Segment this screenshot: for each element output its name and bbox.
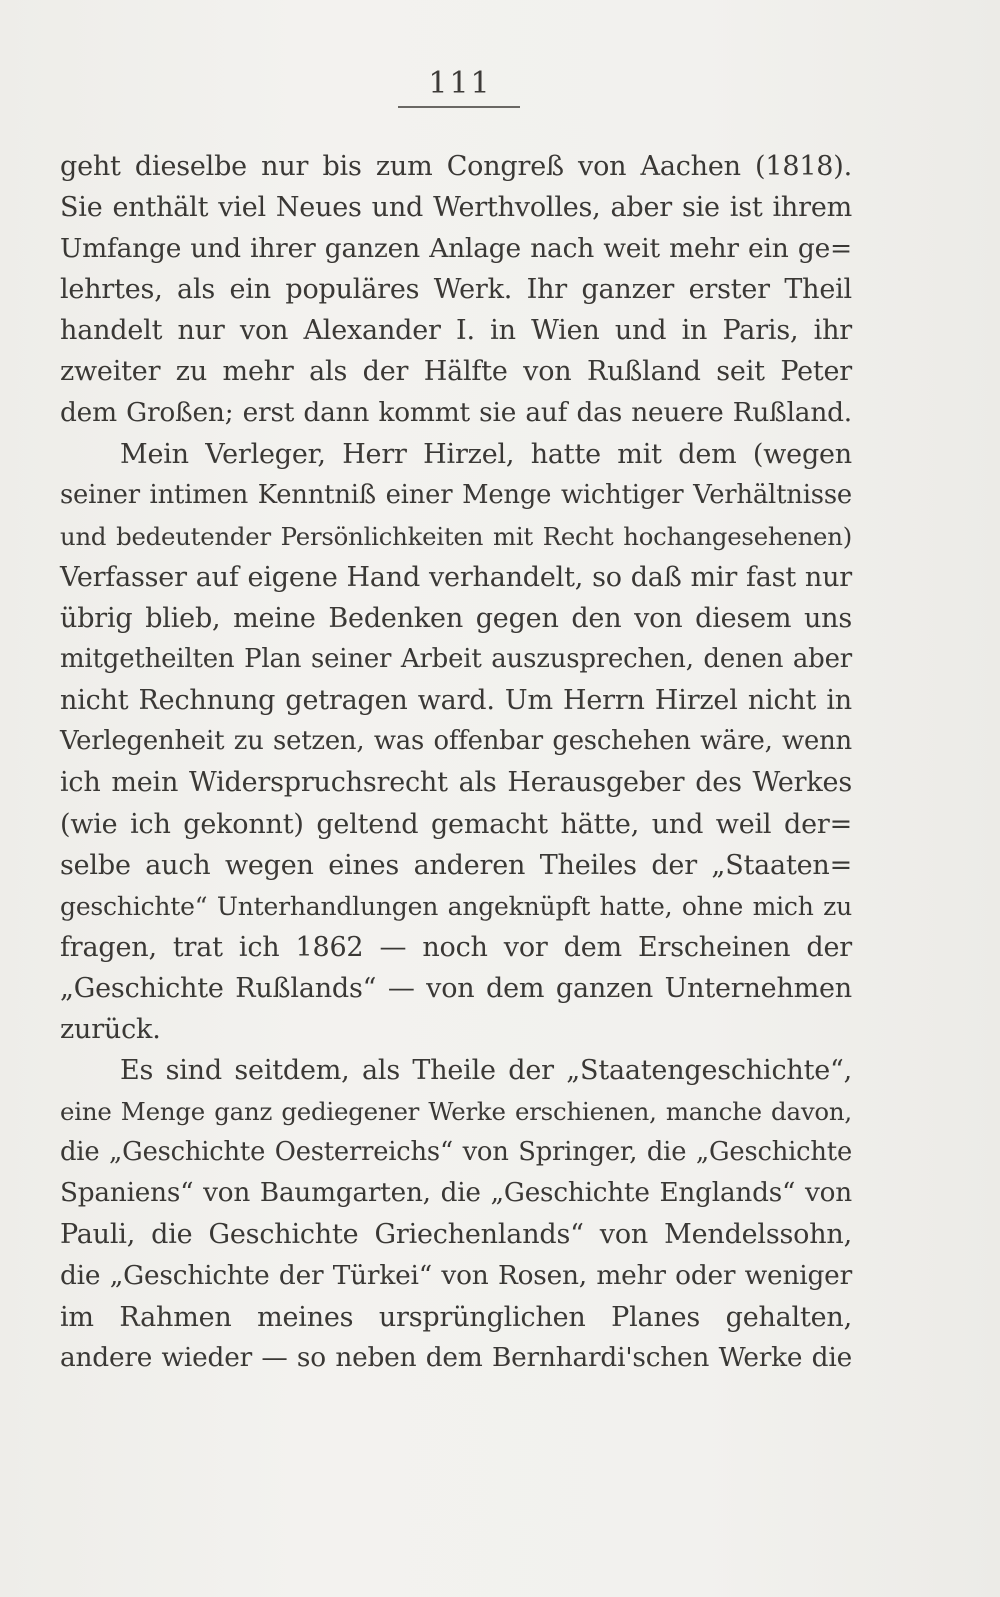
text-line: seiner intimen Kenntniß einer Menge wichtiger Verhältnisse	[60, 479, 852, 510]
text-line: zurück.	[60, 1013, 161, 1045]
text-line: die „Geschichte der Türkei“ von Rosen, mehr oder weniger	[60, 1260, 852, 1291]
text-line: handelt nur von Alexander I. in Wien und in Paris, ihr	[60, 315, 852, 347]
text-line: geht dieselbe nur bis zum Congreß von Aachen (1818).	[60, 151, 852, 182]
text-line: im Rahmen meines ursprünglichen Planes gehalten,	[60, 1301, 852, 1333]
text-line: geschichte“ Unterhandlungen angeknüpft hatte, ohne mich zu	[60, 891, 852, 921]
text-line: nicht Rechnung getragen ward. Um Herrn Hirzel nicht in	[60, 685, 852, 717]
body-text	[60, 146, 852, 1379]
text-line: Pauli, die Geschichte Griechenlands“ von Mendelssohn,	[60, 1219, 852, 1251]
text-line: dem Großen; erst dann kommt sie auf das neuere Rußland.	[60, 397, 852, 428]
text-line: und bedeutender Persönlichkeiten mit Recht hochangesehenen)	[60, 521, 852, 551]
text-line: mitgetheilten Plan seiner Arbeit auszusprechen, denen aber	[60, 644, 852, 675]
text-line: lehrtes, als ein populäres Werk. Ihr ganzer erster Theil	[60, 274, 852, 306]
text-line: zweiter zu mehr als der Hälfte von Rußland seit Peter	[60, 356, 852, 388]
text-line: Spaniens“ von Baumgarten, die „Geschichte Englands“ von	[60, 1178, 852, 1209]
text-line: eine Menge ganz gediegener Werke erschienen, manche davon,	[60, 1097, 852, 1127]
text-line: andere wieder — so neben dem Bernhardi'schen Werke die	[60, 1342, 852, 1373]
text-line: Verlegenheit zu setzen, was offenbar geschehen wäre, wenn	[60, 726, 852, 757]
text-line: übrig blieb, meine Bedenken gegen den von diesem uns	[60, 603, 852, 635]
text-line: ich mein Widerspruchsrecht als Herausgeber des Werkes	[60, 767, 852, 799]
text-line: selbe auch wegen eines anderen Theiles der „Staaten=	[60, 849, 852, 881]
text-line: Es sind seitdem, als Theile der „Staatengeschichte“,	[120, 1055, 852, 1087]
text-line: Verfasser auf eigene Hand verhandelt, so daß mir fast nur	[60, 561, 852, 593]
text-line: „Geschichte Rußlands“ — von dem ganzen Unternehmen	[60, 972, 852, 1004]
text-line: (wie ich gekonnt) geltend gemacht hätte, und weil der=	[60, 808, 852, 840]
text-line: Umfange und ihrer ganzen Anlage nach weit mehr ein ge=	[60, 233, 852, 265]
text-line: Sie enthält viel Neues und Werthvolles, aber sie ist ihrem	[60, 192, 852, 224]
text-line: Mein Verleger, Herr Hirzel, hatte mit dem (wegen	[120, 438, 852, 470]
text-line: die „Geschichte Oesterreichs“ von Springer, die „Geschichte	[60, 1137, 852, 1168]
page-number: 111	[428, 66, 492, 101]
header-rule	[398, 106, 520, 108]
text-line: fragen, trat ich 1862 — noch vor dem Erscheinen der	[60, 931, 852, 963]
